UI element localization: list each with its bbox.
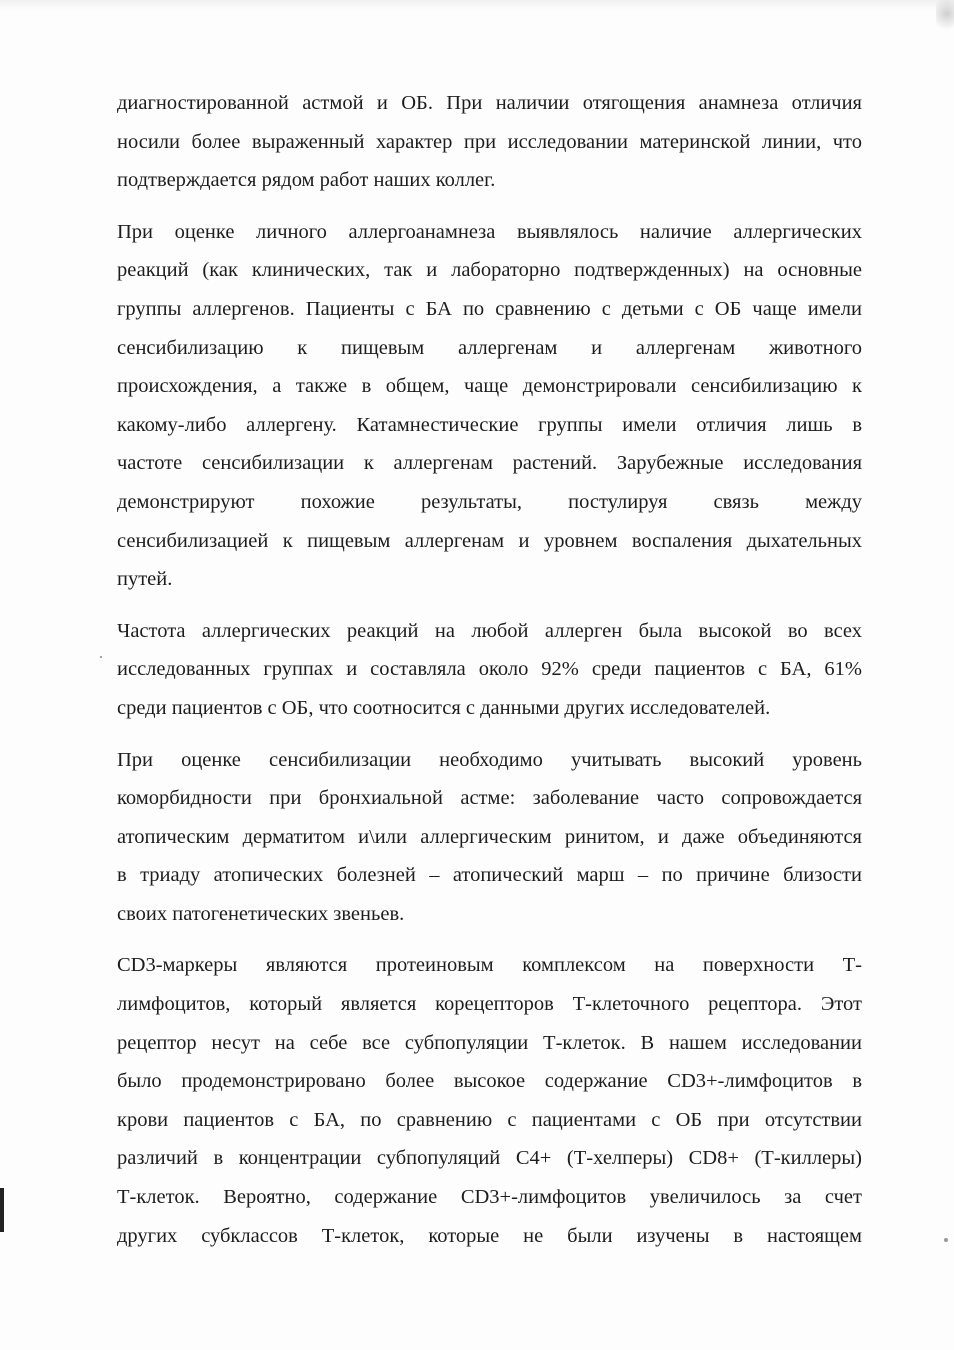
text-line: группы аллергенов. Пациенты с БА по сравнению с детьми с ОБ чаще имели bbox=[117, 297, 862, 320]
text-line: среди пациентов с ОБ, что соотносится с данными других исследователей. bbox=[117, 696, 771, 719]
text-line: диагностированной астмой и ОБ. При наличии отягощения анамнеза отличия bbox=[117, 92, 862, 114]
scan-dot bbox=[944, 1238, 948, 1242]
text-line: различий в концентрации субпопуляций C4+ (Т-хелперы) CD8+ (Т-киллеры) bbox=[117, 1147, 862, 1170]
text-line: было продемонстрировано более высокое содержание CD3+-лимфоцитов в bbox=[117, 1070, 862, 1093]
text-line: лимфоцитов, который является корецепторов Т-клеточного рецептора. Этот bbox=[117, 993, 862, 1016]
text-line: реакций (как клинических, так и лабораторно подтвержденных) на основные bbox=[117, 259, 862, 282]
text-line: демонстрируют похожие результаты, постулируя связь между bbox=[117, 490, 862, 513]
paragraph-1 bbox=[117, 84, 862, 200]
paragraph-2 bbox=[117, 213, 862, 599]
text-line: своих патогенетических звеньев. bbox=[117, 902, 405, 925]
text-line: других субклассов Т-клеток, которые не были изучены в настоящем bbox=[117, 1224, 862, 1247]
scan-edge-mark bbox=[0, 1188, 4, 1232]
text-line: путей. bbox=[117, 568, 173, 591]
text-line: частоте сенсибилизации к аллергенам растений. Зарубежные исследования bbox=[117, 452, 862, 475]
text-line: носили более выраженный характер при исследовании материнской линии, что bbox=[117, 130, 862, 153]
text-line: При оценке личного аллергоанамнеза выявлялось наличие аллергических bbox=[117, 220, 862, 243]
text-line: Т-клеток. Вероятно, содержание CD3+-лимфоцитов увеличилось за счет bbox=[117, 1186, 862, 1209]
text-line: подтверждается рядом работ наших коллег. bbox=[117, 169, 496, 192]
text-line: рецептор несут на себе все субпопуляции Т-клеток. В нашем исследовании bbox=[117, 1031, 862, 1054]
text-line: происхождения, а также в общем, чаще демонстрировали сенсибилизацию к bbox=[117, 375, 862, 398]
text-line: сенсибилизацию к пищевым аллергенам и аллергенам животного bbox=[117, 336, 862, 359]
paragraph-4 bbox=[117, 741, 862, 934]
scan-top-shade bbox=[0, 0, 954, 10]
text-line: CD3-маркеры являются протеиновым комплексом на поверхности Т- bbox=[117, 954, 862, 977]
text-line: сенсибилизацией к пищевым аллергенам и уровнем воспаления дыхательных bbox=[117, 529, 862, 552]
text-line: атопическим дерматитом и\или аллергическим ринитом, и даже объединяются bbox=[117, 825, 862, 848]
paragraph-5 bbox=[117, 946, 862, 1255]
text-line: крови пациентов с БА, по сравнению с пациентами с ОБ при отсутствии bbox=[117, 1108, 862, 1131]
text-line: какому-либо аллергену. Катамнестические группы имели отличия лишь в bbox=[117, 413, 862, 436]
text-line: При оценке сенсибилизации необходимо учитывать высокий уровень bbox=[117, 748, 862, 771]
scan-corner-specks bbox=[936, 0, 954, 34]
paragraph-3 bbox=[117, 612, 862, 728]
scan-speck bbox=[100, 656, 102, 658]
body-text bbox=[117, 84, 862, 1268]
text-line: исследованных группах и составляла около 92% среди пациентов с БА, 61% bbox=[117, 658, 862, 681]
text-line: в триаду атопических болезней – атопический марш – по причине близости bbox=[117, 864, 862, 887]
text-line: Частота аллергических реакций на любой аллерген была высокой во всех bbox=[117, 619, 862, 642]
text-line: коморбидности при бронхиальной астме: заболевание часто сопровождается bbox=[117, 787, 862, 810]
